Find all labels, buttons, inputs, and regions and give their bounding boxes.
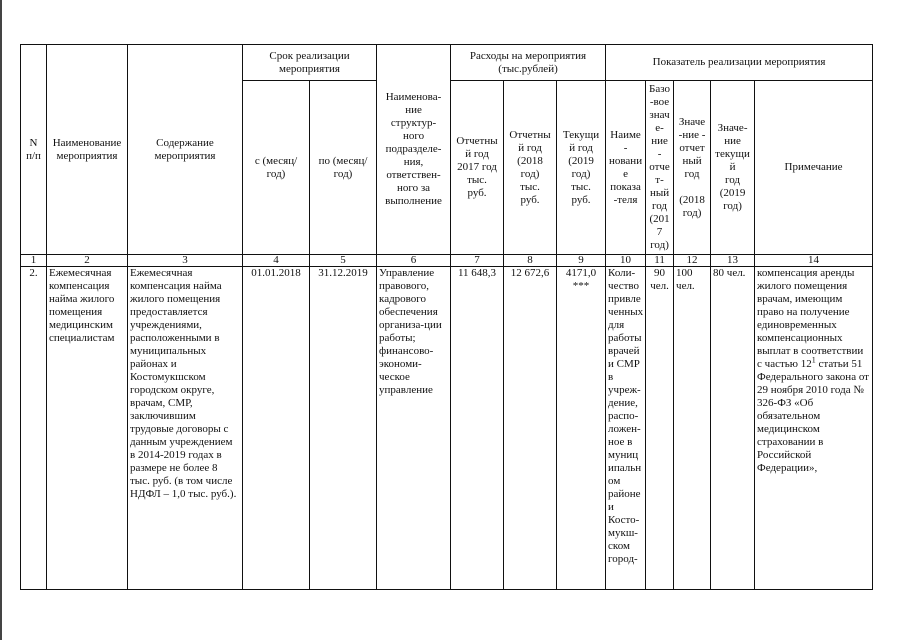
header-period: Срок реализации мероприятия (243, 45, 377, 81)
note-text-part-2: статьи 51 Федерального закона от 29 ноября 2010 года № 326-ФЗ «Об обязательном медицинском страховании в Российской Федерации», (757, 358, 869, 474)
col-number: 4 (243, 255, 310, 267)
header-end: по (месяц/ год) (310, 81, 377, 255)
col-number: 1 (21, 255, 47, 267)
row-responsible-unit: Управление правового, кадрового обеспечения организа-ции работы; финансово-экономи-ческое управление (377, 267, 451, 590)
row-measure-name: Ежемесячная компенсация найма жилого помещения медицинским специалистам (47, 267, 128, 590)
col-number: 12 (674, 255, 711, 267)
row-indicator-name: Коли- чество привле ченных для работы врачей и СМР в учреж- дение, распо- ложен- ное в муниц ипальн ом районе и Косто- мукш- ском город- (606, 267, 646, 590)
header-name: Наименование мероприятия (47, 45, 128, 255)
header-indicator-2018: Значе -ние - отчет ный год (2018 год) (674, 81, 711, 255)
col-number: 13 (711, 255, 755, 267)
row-indicator-2019: 80 чел. (711, 267, 755, 590)
row-expense-2017: 11 648,3 (451, 267, 504, 590)
col-number: 14 (755, 255, 873, 267)
row-end-date: 31.12.2019 (310, 267, 377, 590)
column-number-row (21, 255, 873, 267)
header-indicator: Показатель реализации мероприятия (606, 45, 873, 81)
header-expenses: Расходы на мероприятия (тыс.рублей) (451, 45, 606, 81)
note-text-part-1: компенсация аренды жилого помещения врачам, имеющим право на получение единовременных компенсационных выплат в соответствии с частью 12 (757, 267, 864, 370)
col-number: 8 (504, 255, 557, 267)
col-number: 6 (377, 255, 451, 267)
row-expense-2019: 4171,0 *** (557, 267, 606, 590)
header-note: Примечание (755, 81, 873, 255)
col-number: 10 (606, 255, 646, 267)
col-number: 9 (557, 255, 606, 267)
header-exp-2018: Отчетны й год (2018 год) тыс. руб. (504, 81, 557, 255)
row-measure-content: Ежемесячная компенсация найма жилого помещения предоставляется учреждениями, расположенными в муниципальных районах и Костомукшском городском округе, врачам, СМР, заключившим трудовые договоры с данным учреждением в 2014-2019 годах в размере не более 8 тыс. руб. (в том числе НДФЛ – 1,0 тыс. руб.). (128, 267, 243, 590)
table-row (21, 267, 873, 590)
header-num: N п/п (21, 45, 47, 255)
header-indicator-base: Базо -вое знач е- ние - отче т- ный год (201 7 год) (646, 81, 674, 255)
col-number: 7 (451, 255, 504, 267)
header-content: Содержание мероприятия (128, 45, 243, 255)
row-indicator-base: 90 чел. (646, 267, 674, 590)
header-row-1 (21, 45, 873, 81)
measures-table (20, 44, 873, 590)
header-start: с (месяц/ год) (243, 81, 310, 255)
col-number: 5 (310, 255, 377, 267)
header-exp-2019: Текущи й год (2019 год) тыс. руб. (557, 81, 606, 255)
row-start-date: 01.01.2018 (243, 267, 310, 590)
row-note (755, 267, 873, 590)
header-indicator-name: Наиме - новани е показа -теля (606, 81, 646, 255)
header-indicator-2019: Значе- ние текущи й год (2019 год) (711, 81, 755, 255)
header-exp-2017: Отчетны й год 2017 год тыс. руб. (451, 81, 504, 255)
col-number: 3 (128, 255, 243, 267)
row-number: 2. (21, 267, 47, 590)
row-indicator-2018: 100 чел. (674, 267, 711, 590)
col-number: 11 (646, 255, 674, 267)
col-number: 2 (47, 255, 128, 267)
note-superscript: 1 (811, 355, 816, 365)
page-left-edge (0, 0, 2, 640)
header-unit: Наименова- ние структур- ного подразделе- ния, ответствен- ного за выполнение (377, 45, 451, 255)
row-expense-2018: 12 672,6 (504, 267, 557, 590)
